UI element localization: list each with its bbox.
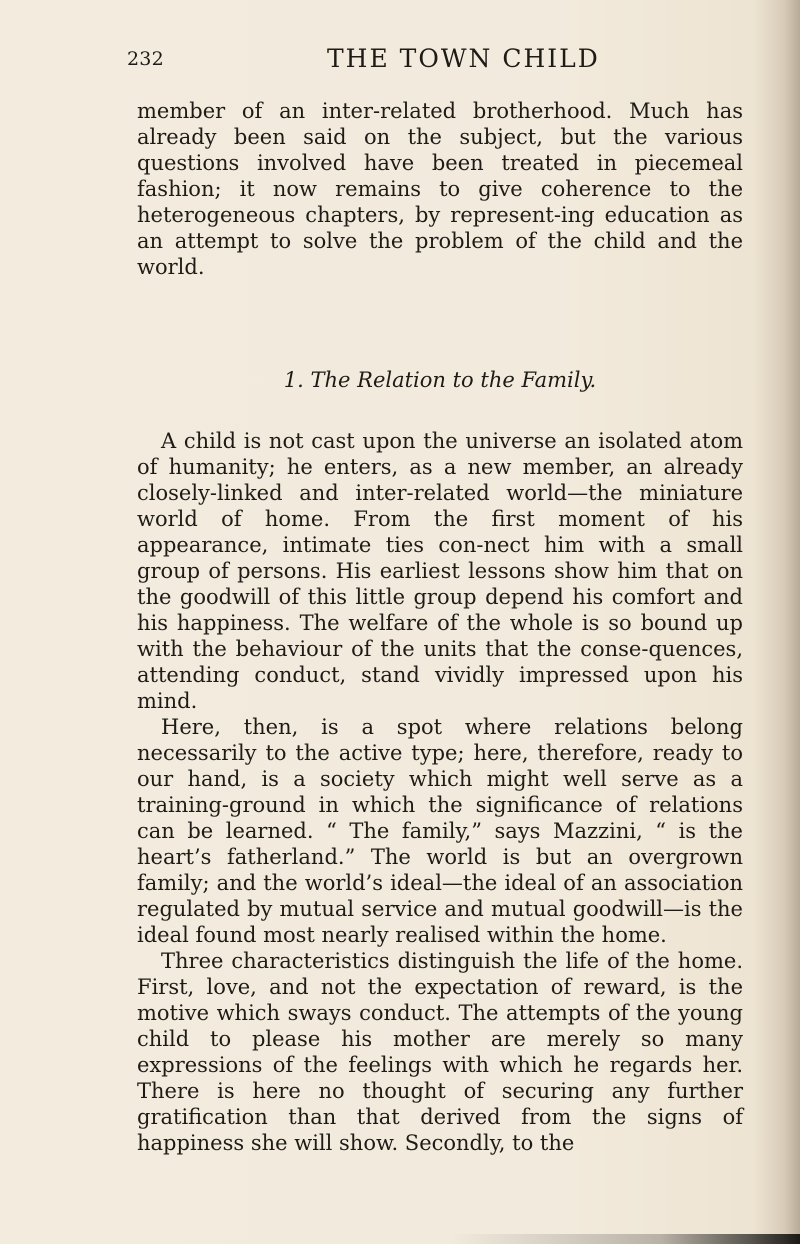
page-header xyxy=(127,40,747,86)
page-body xyxy=(137,98,743,1156)
paragraph-characteristics: Three characteristics distinguish the life of the home. First, love, and not the expectation of reward, is the motive which sways conduct. The attempts of the young child to please his mother are merely so many expressions of the feelings with which he regards her. There is here no thought of securing any further gratification than that derived from the signs of happiness she will show. Secondly, to the xyxy=(137,949,743,1155)
section-heading: 1. The Relation to the Family. xyxy=(283,368,597,392)
paragraph-family: Here, then, is a spot where relations belong necessarily to the active type; here, therefore, ready to our hand, is a society which might well serve as a training-ground in which the significance of relations can be learned. “ The family,” says Mazzini, “ is the heart’s fatherland.” The world is but an overgrown family; and the world’s ideal—the ideal of an association regulated by mutual service and mutual goodwill—is the ideal found most nearly realised within the home. xyxy=(137,715,743,947)
paragraph-child: A child is not cast upon the universe an isolated atom of humanity; he enters, as a new member, an already closely-linked and inter-related world—the miniature world of home. From the first moment of his appearance, intimate ties con-nect him with a small group of persons. His earliest lessons show him that on the goodwill of this little group depend his comfort and his happiness. The welfare of the whole is so bound up with the behaviour of the units that the conse-quences, attending conduct, stand vividly impressed upon his mind. xyxy=(137,429,743,713)
page-edge-shadow xyxy=(450,1234,800,1244)
paragraph-intro: member of an inter-related brotherhood. Much has already been said on the subject, but the various questions involved have been treated in piecemeal fashion; it now remains to give coherence to the heterogeneous chapters, by represent-ing education as an attempt to solve the problem of the child and the world. xyxy=(137,99,743,279)
spacer xyxy=(137,393,743,428)
spacer xyxy=(137,280,743,367)
page-number: 232 xyxy=(127,48,164,70)
running-head: THE TOWN CHILD xyxy=(327,44,600,73)
